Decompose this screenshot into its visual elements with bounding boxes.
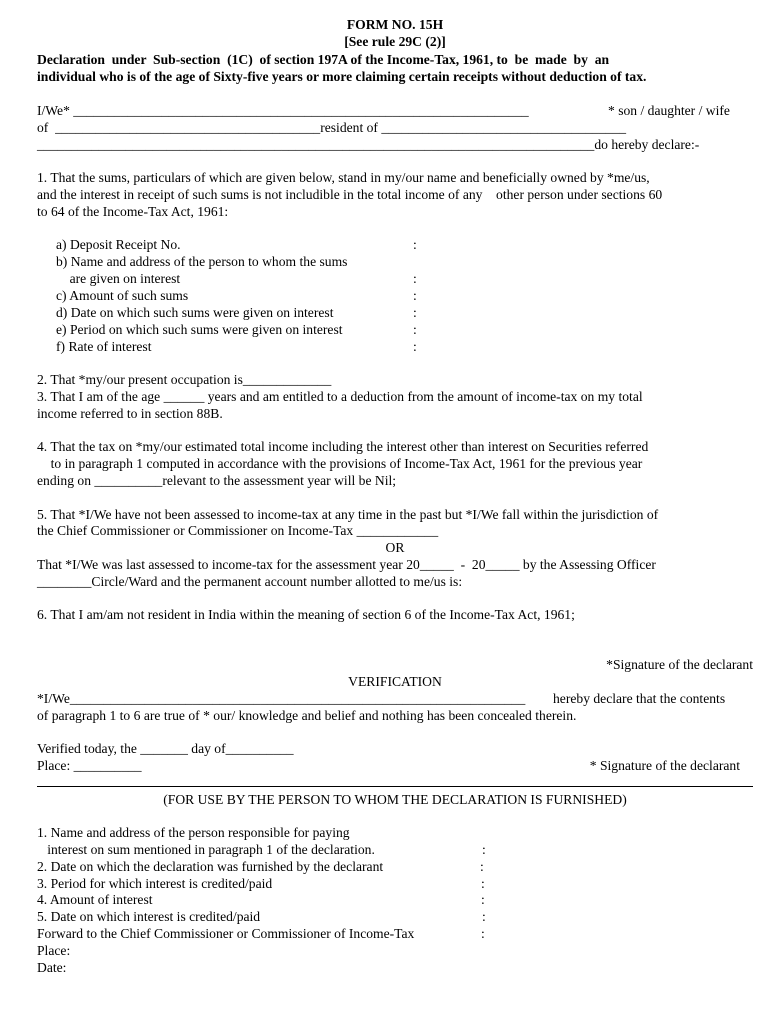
particular-date-given: d) Date on which such sums were given on interest (56, 305, 334, 320)
para1-line2: and the interest in receipt of such sums is not includible in the total income of any other person under sections 60 (37, 187, 663, 202)
office-item-4: 4. Amount of interest (37, 892, 153, 907)
para4-line3[interactable]: ending on __________relevant to the assessment year will be Nil; (37, 473, 397, 488)
form-title-line2: individual who is of the age of Sixty-five years or more claiming certain receipts without deduction of tax. (37, 69, 647, 84)
office-colon[interactable]: : (481, 892, 485, 907)
office-item-3: 3. Period for which interest is credited/paid (37, 876, 273, 891)
office-colon[interactable]: : (481, 876, 485, 891)
declarant-parent-residence-field[interactable]: of _______________________________________resident of ____________________________________ (37, 120, 627, 135)
declarant-signature-label: *Signature of the declarant (606, 657, 753, 672)
verification-place-field[interactable]: Place: __________ (37, 758, 142, 773)
office-colon[interactable]: : (481, 926, 485, 941)
particular-name-address-cont: are given on interest (56, 271, 181, 286)
verification-signature-label: * Signature of the declarant (589, 758, 740, 773)
office-use-heading: (FOR USE BY THE PERSON TO WHOM THE DECLARATION IS FURNISHED) (163, 792, 627, 807)
office-forward-line: Forward to the Chief Commissioner or Commissioner of Income-Tax (37, 926, 415, 941)
para3-line2: income referred to in section 88B. (37, 406, 223, 421)
para1-line3: to 64 of the Income-Tax Act, 1961: (37, 204, 229, 219)
particular-deposit-receipt: a) Deposit Receipt No. (56, 237, 181, 252)
particular-rate: f) Rate of interest (56, 339, 152, 354)
office-item-1-cont: interest on sum mentioned in paragraph 1 of the declaration. (37, 842, 375, 857)
office-item-1: 1. Name and address of the person responsible for paying (37, 825, 350, 840)
para5-line4[interactable]: ________Circle/Ward and the permanent account number allotted to me/us is: (37, 574, 463, 589)
verification-name-field[interactable]: *I/We___________________________________________________________________ (37, 691, 526, 706)
para5-line3[interactable]: That *I/We was last assessed to income-tax for the assessment year 20_____ - 20_____ by the Assessing Officer (37, 557, 656, 572)
verification-declare-text: hereby declare that the contents (553, 691, 726, 706)
office-date-label[interactable]: Date: (37, 960, 67, 975)
particular-colon[interactable]: : (413, 322, 417, 337)
relation-label: * son / daughter / wife (608, 103, 730, 118)
office-item-2: 2. Date on which the declaration was furnished by the declarant (37, 859, 384, 874)
particular-colon[interactable]: : (413, 305, 417, 320)
verification-line2: of paragraph 1 to 6 are true of * our/ knowledge and belief and nothing has been concealed therein. (37, 708, 577, 723)
para1-line1: 1. That the sums, particulars of which are given below, stand in my/our name and beneficially owned by *me/us, (37, 170, 650, 185)
or-separator: OR (385, 540, 405, 555)
para3-line1[interactable]: 3. That I am of the age ______ years and am entitled to a deduction from the amount of income-tax on my total (37, 389, 643, 404)
verification-heading: VERIFICATION (348, 674, 442, 689)
para2-occupation[interactable]: 2. That *my/our present occupation is_____________ (37, 372, 332, 387)
para5-line1: 5. That *I/We have not been assessed to income-tax at any time in the past but *I/We fall within the jurisdiction of (37, 507, 659, 522)
particular-name-address: b) Name and address of the person to whom the sums (56, 254, 348, 269)
office-colon[interactable]: : (480, 859, 484, 874)
particular-colon[interactable]: : (413, 288, 417, 303)
verified-date-field[interactable]: Verified today, the _______ day of__________ (37, 741, 294, 756)
office-colon[interactable]: : (482, 909, 486, 924)
declarant-name-field[interactable]: I/We* ___________________________________________________________________ (37, 103, 529, 118)
particular-colon[interactable]: : (413, 237, 417, 252)
section-divider (37, 786, 753, 787)
form-number: FORM NO. 15H (346, 17, 444, 32)
declare-line[interactable]: __________________________________________________________________________________do hereby declare:- (37, 137, 700, 152)
para4-line1: 4. That the tax on *my/our estimated total income including the interest other than interest on Securities referred (37, 439, 649, 454)
particular-period: e) Period on which such sums were given on interest (56, 322, 343, 337)
para4-line2: to in paragraph 1 computed in accordance with the provisions of Income-Tax Act, 1961 for the previous year (37, 456, 643, 471)
para6-residence: 6. That I am/am not resident in India within the meaning of section 6 of the Income-Tax Act, 1961; (37, 607, 575, 622)
rule-reference: [See rule 29C (2)] (344, 34, 446, 49)
office-place-label[interactable]: Place: (37, 943, 71, 958)
particular-amount: c) Amount of such sums (56, 288, 189, 303)
particular-colon[interactable]: : (413, 271, 417, 286)
office-item-5: 5. Date on which interest is credited/paid (37, 909, 261, 924)
para5-line2[interactable]: the Chief Commissioner or Commissioner on Income-Tax ____________ (37, 523, 439, 538)
office-colon[interactable]: : (482, 842, 486, 857)
particular-colon[interactable]: : (413, 339, 417, 354)
form-title-line1: Declaration under Sub-section (1C) of section 197A of the Income-Tax, 1961, to be made by an (37, 52, 610, 67)
